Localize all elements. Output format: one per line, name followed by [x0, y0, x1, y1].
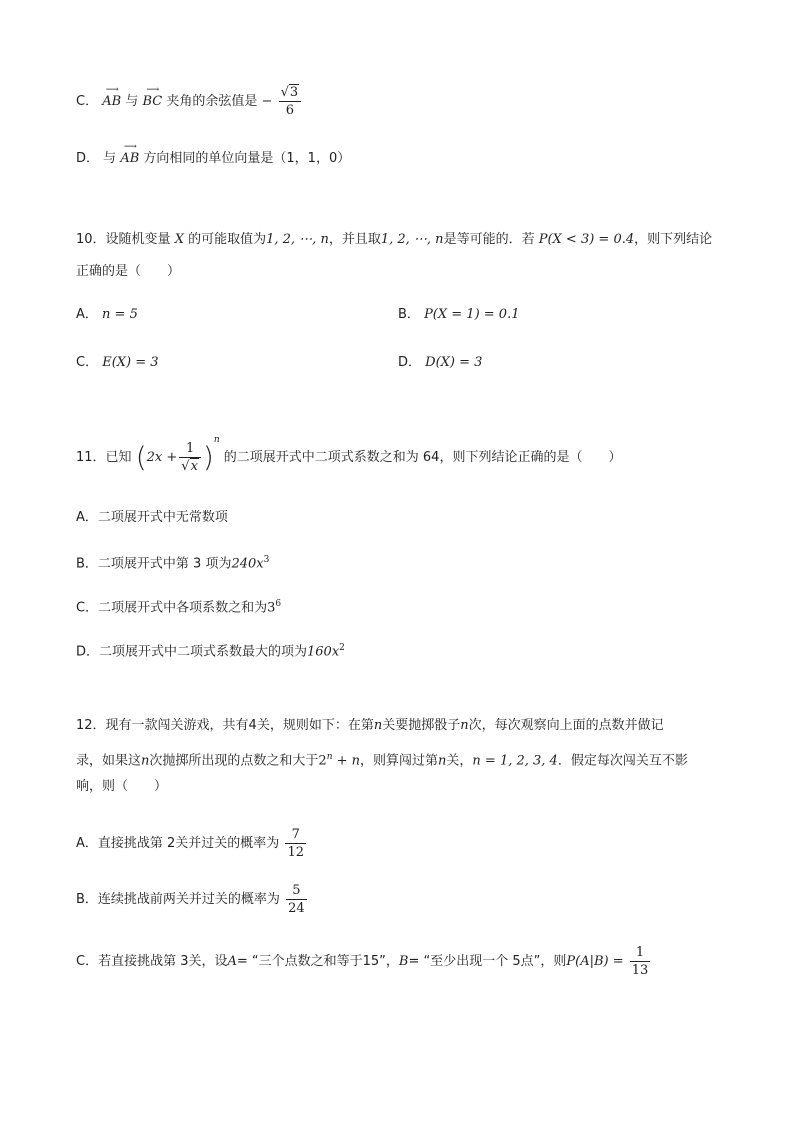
- option-text: B．连续挑战前两关并过关的概率为: [76, 892, 280, 907]
- q9-option-c: [76, 84, 303, 119]
- math-expr: n = 5: [102, 307, 138, 322]
- fraction-denominator: 12: [287, 845, 304, 860]
- minus-sign: −: [261, 94, 273, 109]
- stem-text: 12．现有一款闯关游戏，共有4关，规则如下：在第: [76, 718, 374, 733]
- math-var: n: [460, 718, 469, 733]
- q11-option-a: [76, 508, 228, 528]
- q10-option-a: [76, 305, 138, 325]
- vector-ab: ⟶ AB: [102, 85, 122, 109]
- math-var: n: [373, 718, 383, 733]
- math-expr: + n: [332, 753, 361, 769]
- fraction-numerator: 5: [292, 883, 301, 898]
- option-label: C．: [76, 355, 99, 370]
- q10-option-d: [398, 353, 482, 373]
- math-var: A: [227, 954, 237, 969]
- fraction-numerator: 1: [185, 441, 195, 456]
- q11-option-c: [76, 594, 281, 618]
- math-expr: P(A|B) =: [566, 954, 624, 969]
- right-paren: ): [202, 440, 214, 474]
- stem-text: 关要抛掷骰子: [382, 718, 461, 733]
- fraction: [286, 882, 307, 917]
- math-expr: 2: [318, 753, 327, 769]
- stem-text: 是等可能的．若: [443, 232, 535, 247]
- fraction-denominator: 24: [288, 901, 305, 916]
- math-expr: P(X = 1) = 0.1: [424, 307, 520, 322]
- option-text: C．二项展开式中各项系数之和为: [76, 600, 268, 616]
- math-expr: P(X < 3) = 0.4: [538, 232, 635, 247]
- fraction-denominator: 13: [631, 963, 649, 978]
- q11-option-b: [76, 550, 269, 574]
- option-label: A．: [76, 307, 98, 322]
- stem-text: ，并且取: [328, 232, 381, 247]
- fraction-numerator: 1: [635, 945, 645, 960]
- math-expr: 160x: [307, 644, 340, 660]
- math-var: X: [174, 232, 184, 247]
- math-var: B: [398, 954, 409, 969]
- option-text: = “至少出现一个 5点”，则: [408, 954, 567, 969]
- option-text: C．若直接挑战第 3关，设: [76, 954, 228, 969]
- option-text: D．二项展开式中二项式系数最大的项为: [76, 644, 308, 660]
- stem-text: ，则下列结论: [634, 232, 713, 247]
- math-expr: E(X) = 3: [102, 355, 159, 370]
- math-expr: 3: [267, 600, 276, 616]
- sqrt-radicand: x: [190, 459, 198, 474]
- math-expr: 1, 2, ⋯, n: [266, 232, 329, 247]
- fraction-denominator: √x: [181, 459, 198, 474]
- math-expr: D(X) = 3: [425, 355, 483, 370]
- fraction-numerator: 7: [291, 827, 300, 842]
- math-var: n: [141, 753, 150, 769]
- fraction: [630, 944, 651, 979]
- option-label: C．: [76, 94, 99, 109]
- exponent: 2: [339, 643, 345, 653]
- math-expr: n = 1, 2, 3, 4: [472, 753, 558, 769]
- option-text: 方向相同的单位向量是（1，1，0）: [143, 151, 351, 166]
- q12-stem-line2: [76, 747, 688, 771]
- q12-option-c: [76, 944, 652, 979]
- option-label: D．: [76, 151, 100, 166]
- q12-stem-line3: [76, 777, 167, 797]
- math-var: n: [438, 753, 447, 769]
- option-text: A．二项展开式中无常数项: [76, 510, 228, 525]
- left-paren: (: [135, 440, 147, 474]
- stem-text: 11．已知: [76, 450, 132, 465]
- stem-text: 10．设随机变量: [76, 232, 171, 247]
- stem-text: 次，每次观察向上面的点数并做记: [468, 718, 664, 733]
- vector-ab: ⟶ AB: [120, 142, 140, 166]
- q12-option-a: [76, 826, 308, 861]
- connector-text: 与: [125, 94, 139, 109]
- fraction: [279, 84, 302, 119]
- vector-label: AB: [102, 94, 122, 109]
- q10-stem-line1: [76, 230, 712, 250]
- option-text: = “三个点数之和等于15”，: [236, 954, 399, 969]
- stem-text: 响，则（ ）: [76, 779, 168, 794]
- fraction-denominator: 6: [285, 103, 294, 118]
- fraction-numerator: √3: [280, 85, 299, 100]
- option-label: B．: [398, 307, 420, 322]
- exponent: n: [213, 434, 220, 445]
- q12-stem-line1: [76, 716, 664, 736]
- stem-text: ．假定每次闯关互不影: [557, 753, 688, 769]
- option-text: 与: [103, 151, 117, 166]
- stem-text: 的二项展开式中二项式系数之和为 64，则下列结论正确的是（ ）: [223, 450, 622, 465]
- stem-text: 的可能取值为: [188, 232, 267, 247]
- fraction: [179, 440, 201, 475]
- q10-option-b: [398, 305, 519, 325]
- exponent: 6: [275, 599, 282, 609]
- q12-option-b: [76, 882, 309, 917]
- stem-text: ，则算闯过第: [360, 753, 439, 769]
- option-text: B．二项展开式中第 3 项为: [76, 556, 232, 572]
- q10-stem-line2: [76, 262, 180, 282]
- math-expr: 1, 2, ⋯, n: [380, 232, 444, 247]
- option-label: D．: [398, 355, 422, 370]
- vector-label: BC: [142, 94, 163, 109]
- stem-text: 录，如果这: [76, 753, 142, 769]
- sqrt-radicand: 3: [289, 85, 299, 100]
- exponent: n: [326, 752, 333, 762]
- option-text: A．直接挑战第 2关并过关的概率为: [76, 836, 280, 851]
- option-text: 夹角的余弦值是: [166, 94, 258, 109]
- q10-option-c: [76, 353, 159, 373]
- math-expr: 240x: [231, 556, 264, 572]
- stem-text: 正确的是（ ）: [76, 264, 181, 279]
- vector-bc: ⟶ BC: [142, 85, 163, 109]
- fraction: [285, 826, 306, 861]
- stem-text: 次抛掷所出现的点数之和大于: [149, 753, 319, 769]
- q11-stem: [76, 434, 622, 475]
- stem-text: 关，: [446, 753, 473, 769]
- math-expr: 2x +: [146, 450, 178, 465]
- exponent: 3: [263, 555, 270, 565]
- vector-label: AB: [120, 151, 140, 166]
- q11-option-d: [76, 638, 345, 662]
- q9-option-d: [76, 142, 351, 169]
